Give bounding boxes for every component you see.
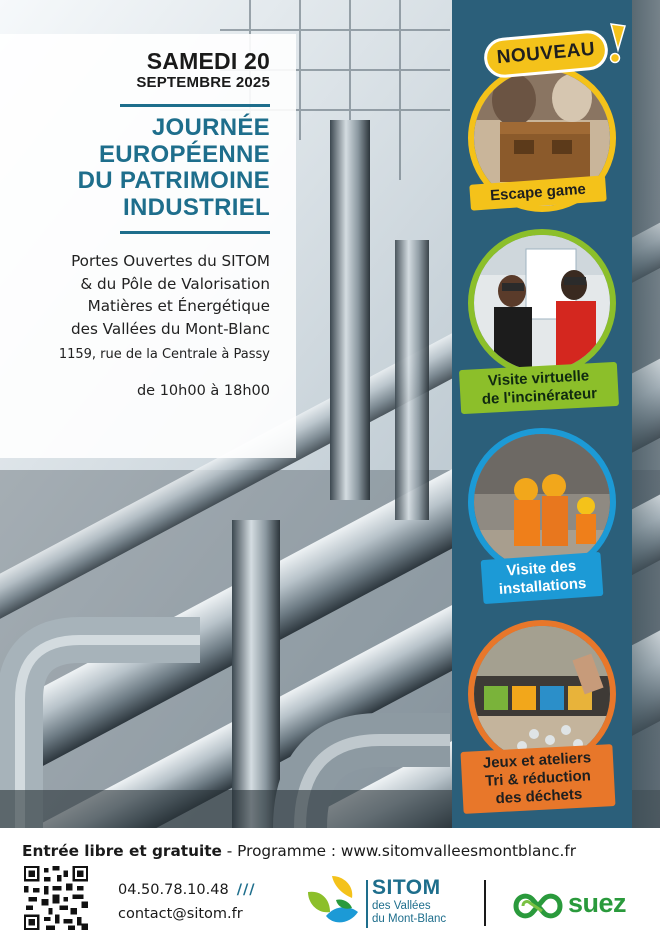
footer [0, 828, 660, 938]
qr-code-icon[interactable] [24, 866, 88, 930]
event-title-line: DU PATRIMOINE [77, 167, 270, 194]
sitom-logo-bar [366, 880, 368, 928]
event-info-panel [0, 34, 296, 458]
activity-label-virtual-visit [459, 362, 619, 414]
event-title-line: EUROPÉENNE [98, 140, 270, 168]
free-entry-text: Entrée libre et gratuite [22, 842, 222, 860]
program-link-text[interactable]: - Programme : www.sitomvalleesmontblanc.fr [221, 842, 577, 860]
sitom-subtitle-line: des Vallées [372, 900, 431, 912]
contact-phone[interactable] [118, 882, 256, 898]
virtual-visit-photo [468, 229, 616, 377]
activity-label-line: Visite des [505, 557, 577, 580]
event-title-line: JOURNÉE [151, 114, 270, 141]
activity-label-line: Visite virtuelle [487, 367, 590, 390]
suez-logo-name: suez [568, 888, 627, 918]
exclamation-icon [603, 22, 629, 66]
logo-divider [484, 880, 486, 926]
activity-label-games-workshops [460, 744, 615, 814]
sitom-logo-icon [302, 872, 362, 930]
event-date-day: SAMEDI 20 [146, 48, 270, 74]
event-address: 1159, rue de la Centrale à Passy [58, 347, 270, 362]
activity-label-installations [481, 552, 604, 604]
footer-entry-line [22, 842, 576, 860]
event-description [20, 250, 270, 340]
event-hours: de 10h00 à 18h00 [136, 383, 270, 399]
event-title [20, 115, 270, 221]
description-line: Matières et Énergétique [87, 297, 270, 315]
suez-logo-icon [512, 889, 564, 923]
title-rule-top [120, 104, 270, 107]
contact-email[interactable]: contact@sitom.fr [118, 906, 243, 922]
description-line: Portes Ouvertes du SITOM [71, 252, 270, 270]
sitom-logo-name: SITOM [372, 876, 441, 899]
description-line: des Vallées du Mont-Blanc [70, 319, 270, 338]
event-title-line: INDUSTRIEL [123, 193, 270, 221]
new-badge: NOUVEAU [482, 29, 609, 80]
activity-label-line: Jeux et ateliers [482, 749, 592, 772]
activities-column [452, 0, 632, 828]
title-rule-bottom [120, 231, 270, 234]
activity-label-line: Escape game [489, 180, 587, 205]
activity-label-line: Tri & réduction [484, 767, 592, 790]
activity-label-line: installations [498, 574, 587, 599]
sitom-subtitle-line: du Mont-Blanc [372, 912, 447, 925]
description-line: & du Pôle de Valorisation [80, 274, 270, 293]
activity-label-line: des déchets [495, 785, 583, 808]
separator-slashes: /// [236, 882, 256, 898]
sitom-logo-subtitle [372, 900, 446, 925]
phone-number[interactable]: 04.50.78.10.48 [118, 882, 229, 898]
event-date-month-year: SEPTEMBRE 2025 [136, 74, 270, 91]
activity-label-line: de l'incinérateur [481, 384, 598, 408]
